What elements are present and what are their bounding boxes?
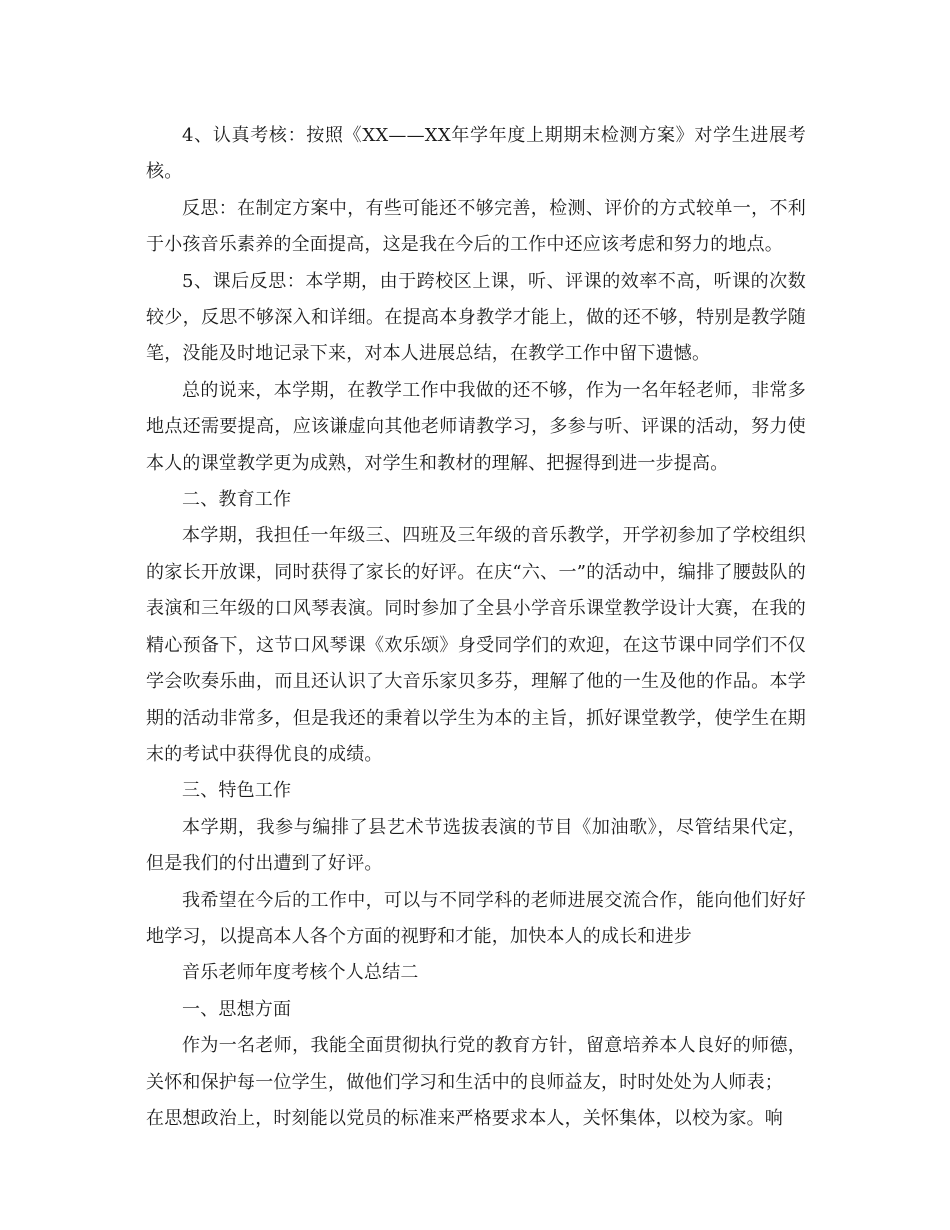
paragraph-after-class-reflection: 5、课后反思：本学期，由于跨校区上课，听、评课的效率不高，听课的次数较少，反思不够深入和详细。在提高本身教学才能上，做的还不够，特别是教学随笔，没能及时地记录下来，对本人进展总结，在教学工作中留下遗憾。 — [146, 270, 806, 365]
document-body — [146, 118, 806, 1137]
section-heading-education-work: 二、教育工作 — [182, 489, 292, 511]
paragraph-hope: 我希望在今后的工作中，可以与不同学科的老师进展交流合作，能向他们好好地学习，以提高本人各个方面的视野和才能，加快本人的成长和进步 — [146, 889, 806, 947]
paragraph-reflection: 反思：在制定方案中，有些可能还不够完善，检测、评价的方式较单一，不利于小孩音乐素养的全面提高，这是我在今后的工作中还应该考虑和努力的地点。 — [146, 197, 806, 256]
paragraph-special-work: 本学期，我参与编排了县艺术节选拔表演的节目《加油歌》，尽管结果代定，但是我们的付出遭到了好评。 — [146, 816, 806, 875]
section-heading-special-work: 三、特色工作 — [182, 780, 292, 802]
paragraph-assessment: 4、认真考核：按照《XX——XX年学年度上期期末检测方案》对学生进展考核。 — [146, 125, 806, 183]
paragraph-overall-summary: 总的说来，本学期，在教学工作中我做的还不够，作为一名年轻老师，非常多地点还需要提高，应该谦虚向其他老师请教学习，多参与听、评课的活动，努力使本人的课堂教学更为成熟，对学生和教材的理解、把握得到进一步提高。 — [146, 379, 806, 474]
document-subtitle: 音乐老师年度考核个人总结二 — [182, 962, 419, 984]
section-heading-ideology: 一、思想方面 — [182, 998, 292, 1020]
paragraph-education-work: 本学期，我担任一年级三、四班及三年级的音乐教学，开学初参加了学校组织的家长开放课，同时获得了家长的好评。在庆“六、一”的活动中，编排了腰鼓队的表演和三年级的口风琴表演。同时参加了全县小学音乐课堂教学设计大赛，在我的精心预备下，这节口风琴课《欢乐颂》身受同学们的欢迎，在这节课中同学们不仅学会吹奏乐曲，而且还认识了大音乐家贝多芬，理解了他的一生及他的作品。本学期的活动非常多，但是我还的秉着以学生为本的主旨，抓好课堂教学，使学生在期末的考试中获得优良的成绩。 — [146, 525, 806, 765]
paragraph-teacher-ethics: 作为一名老师，我能全面贯彻执行党的教育方针，留意培养本人良好的师德，关怀和保护每一位学生，做他们学习和生活中的良师益友，时时处处为人师表； — [146, 1035, 806, 1093]
paragraph-political-thought: 在思想政治上，时刻能以党员的标准来严格要求本人，关怀集体，以校为家。响 — [146, 1107, 783, 1129]
